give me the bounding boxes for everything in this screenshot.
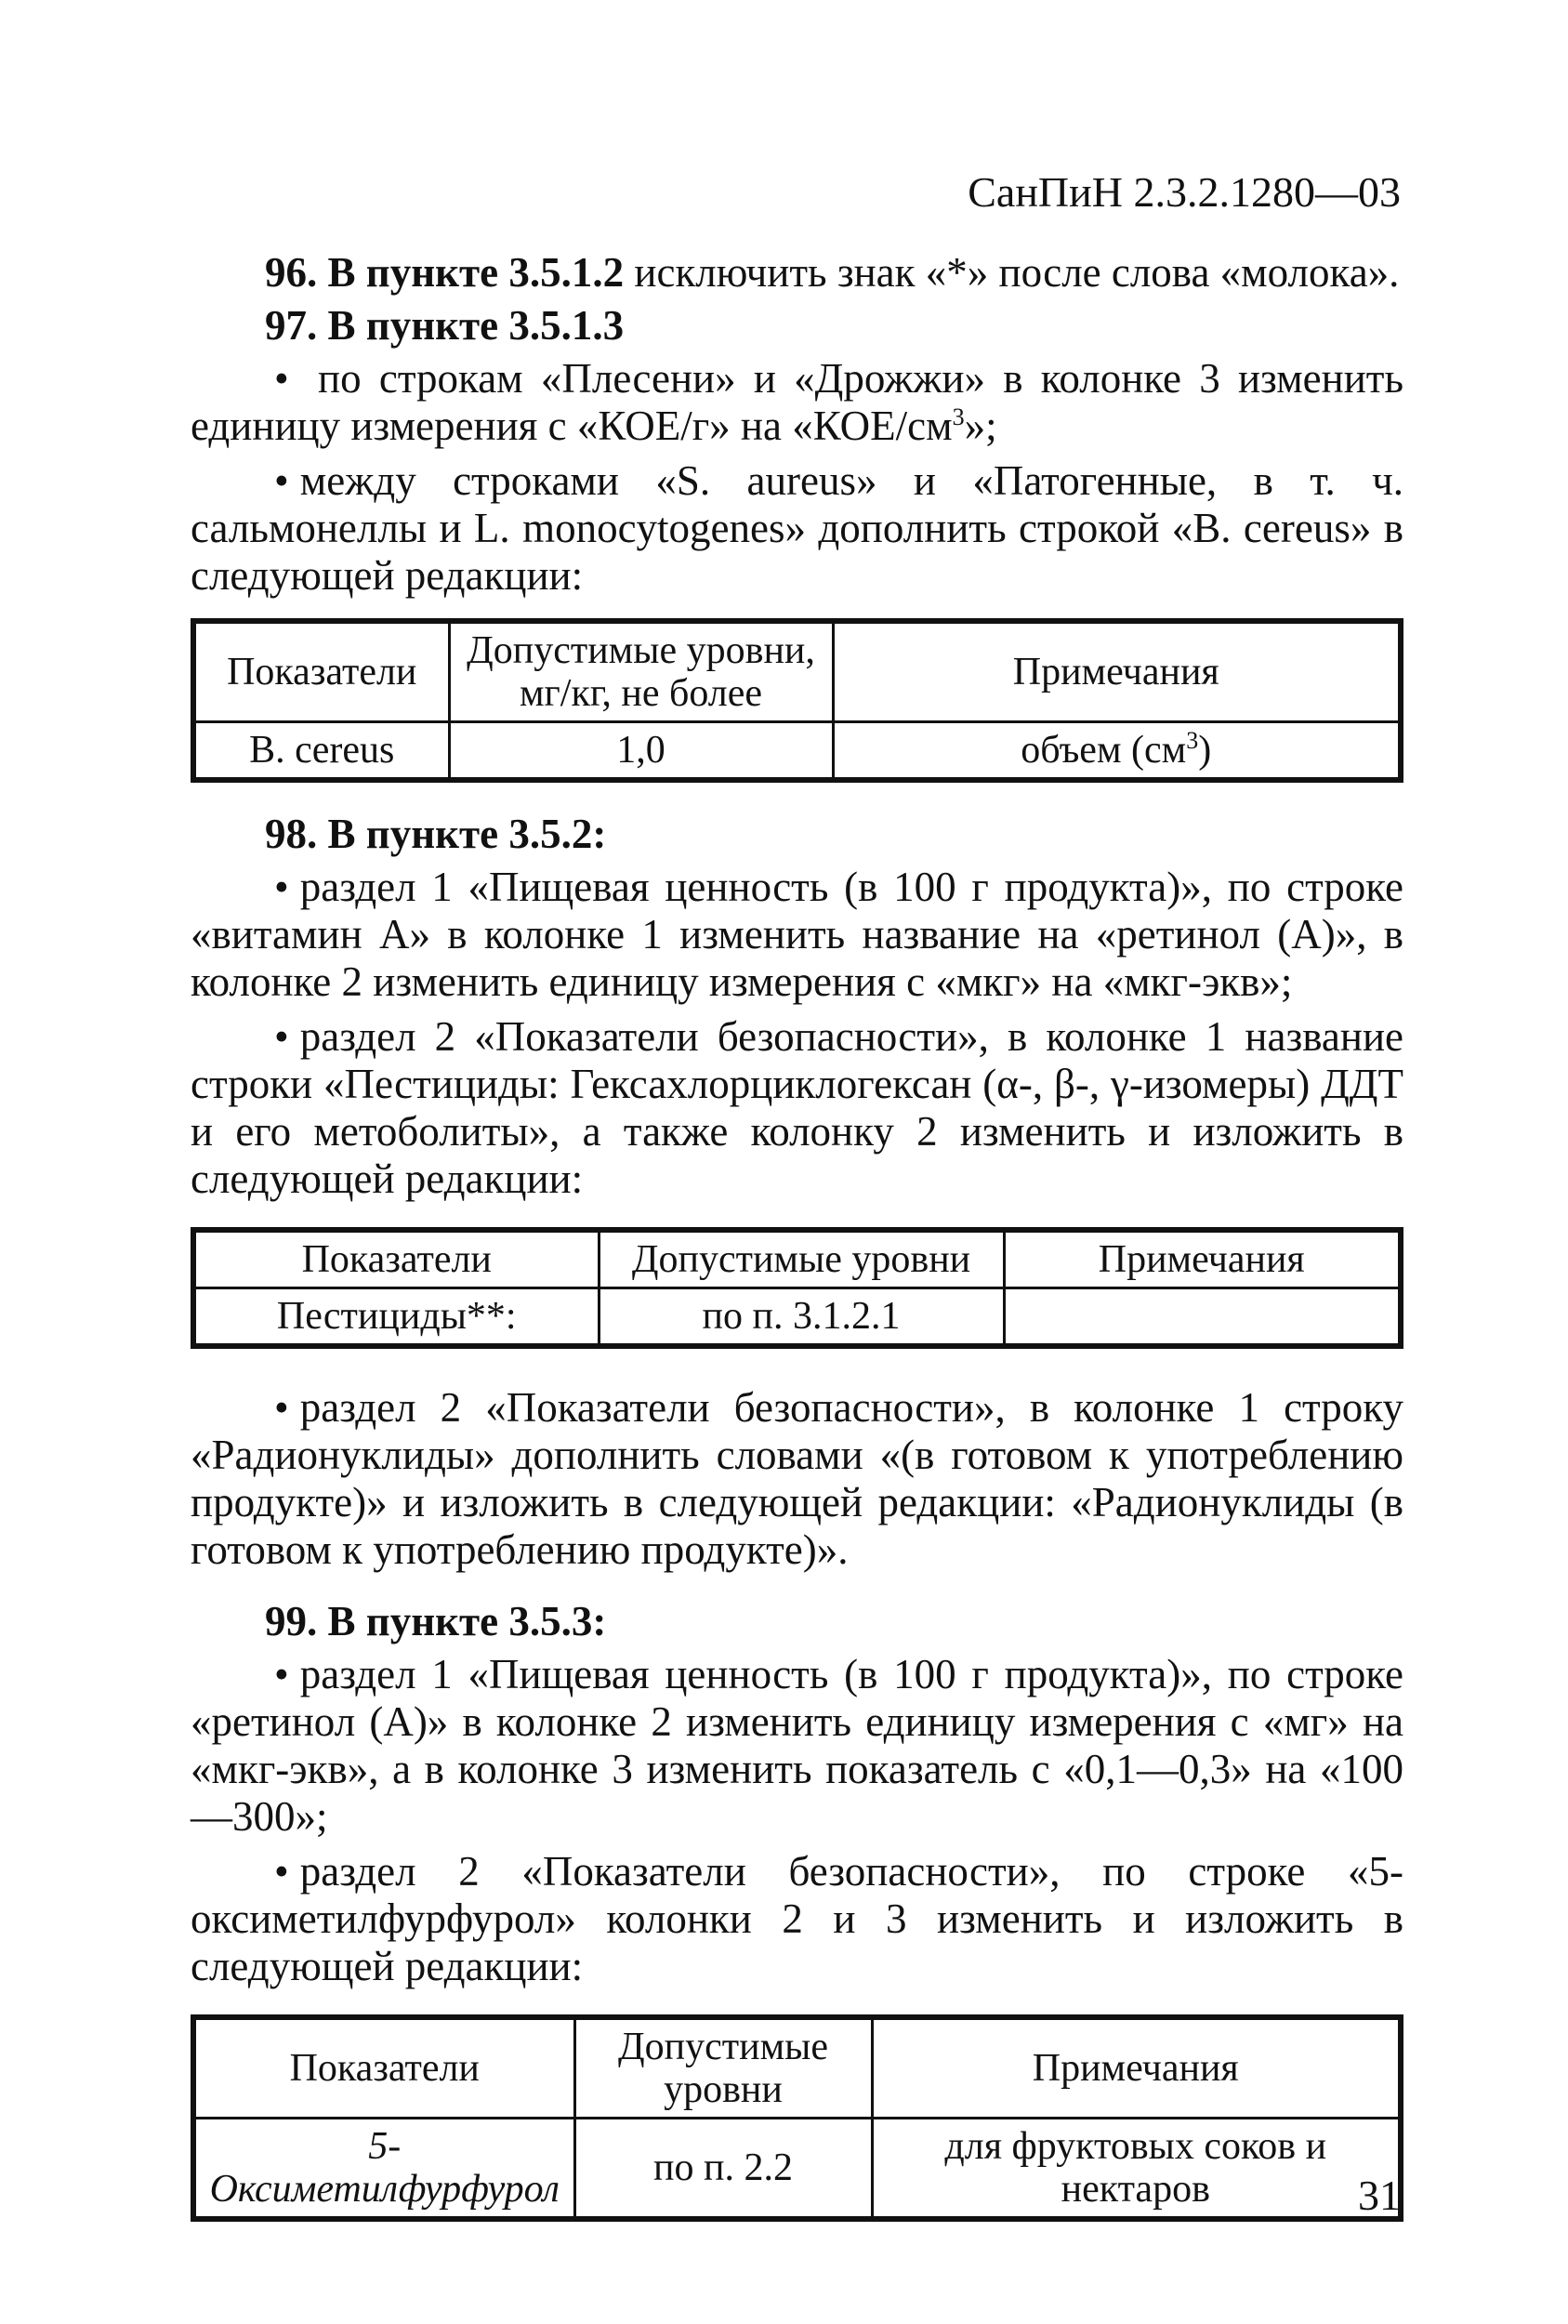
item-96-number: 96. В пункте 3.5.1.2	[265, 249, 625, 296]
table-cell: 1,0	[449, 722, 833, 781]
item-99-heading	[191, 1598, 1403, 1645]
item-97-heading	[191, 302, 1403, 350]
table-header-cell: Примечания	[833, 621, 1401, 722]
table-cell	[1004, 1288, 1401, 1347]
table-row	[193, 2119, 1401, 2220]
table-cell: для фруктовых соков и нектаров	[872, 2119, 1401, 2220]
table-header-row	[193, 621, 1401, 722]
table-cell: В. cereus	[193, 722, 449, 781]
page-number: 31	[1358, 2172, 1401, 2219]
item-98-bullet-2: • раздел 2 «Показатели безопасности», в колонке 1 название строки «Пестициды: Гексахлорциклогексан (α-, β-, γ-изомеры) ДДТ и его метоболиты», а также колонку 2 изменить и изложить в следующей редакции:	[191, 1013, 1403, 1203]
table-cell	[833, 722, 1401, 781]
item-97-number: 97. В пункте 3.5.1.3	[265, 302, 625, 349]
item-96-text: исключить знак «*» после слова «молока».	[624, 249, 1400, 296]
table-header-cell: Примечания	[1004, 1230, 1401, 1288]
table-cell: 5-Оксиметилфурфурол	[193, 2119, 574, 2220]
superscript: 3	[952, 403, 965, 430]
table-header-cell: Показатели	[193, 1230, 599, 1288]
table-header-cell: Показатели	[193, 621, 449, 722]
table-header-cell: Допустимые уровни, мг/кг, не более	[449, 621, 833, 722]
item-98-heading	[191, 811, 1403, 858]
table-b-cereus	[191, 618, 1403, 783]
table-hmf	[191, 2014, 1403, 2222]
table-row	[193, 722, 1401, 781]
table-row	[193, 1288, 1401, 1347]
table-pesticides	[191, 1227, 1403, 1349]
item-99-number: 99. В пункте 3.5.3:	[265, 1598, 607, 1644]
table-header-cell: Показатели	[193, 2017, 574, 2119]
table-cell-text: объем (см	[1021, 729, 1187, 772]
document-body	[191, 249, 1403, 2222]
item-97-bullet-2: • между строками «S. aureus» и «Патогенные, в т. ч. сальмонеллы и L. monocytogenes» дополнить строкой «В. cereus» в следующей редакции:	[191, 457, 1403, 600]
item-97-bullet-1-text: по строкам «Плесени» и «Дрожжи» в колонке 3 изменить единицу измерения с «КОЕ/г» на «КОЕ/см	[191, 355, 1403, 449]
superscript: 3	[1186, 727, 1199, 754]
item-98-number: 98. В пункте 3.5.2:	[265, 811, 607, 857]
table-header-row	[193, 1230, 1401, 1288]
table-header-cell: Допустимые уровни	[574, 2017, 872, 2119]
item-98-bullet-1: • раздел 1 «Пищевая ценность (в 100 г продукта)», по строке «витамин А» в колонке 1 изменить название на «ретинол (А)», в колонке 2 изменить единицу измерения с «мкг» на «мкг-экв»;	[191, 864, 1403, 1006]
item-97-bullet-1-end: »;	[964, 403, 997, 449]
item-98-bullet-3: • раздел 2 «Показатели безопасности», в колонке 1 строку «Радионуклиды» дополнить словами «(в готовом к употреблению продукте)» и изложить в следующей редакции: «Радионуклиды (в готовом к употреблению продукте)».	[191, 1384, 1403, 1574]
item-99-bullet-1: • раздел 1 «Пищевая ценность (в 100 г продукта)», по строке «ретинол (А)» в колонке 2 изменить единицу измерения с «мг» на «мкг-экв», а в колонке 3 изменить показатель с «0,1—0,3» на «100—300»;	[191, 1651, 1403, 1841]
page-header: СанПиН 2.3.2.1280—03	[968, 168, 1401, 216]
table-header-row	[193, 2017, 1401, 2119]
table-cell: по п. 2.2	[574, 2119, 872, 2220]
item-97-bullet-1	[191, 355, 1403, 450]
table-cell-text-end: )	[1198, 729, 1212, 772]
table-header-cell: Допустимые уровни	[599, 1230, 1004, 1288]
table-header-cell: Примечания	[872, 2017, 1401, 2119]
item-99-bullet-2: • раздел 2 «Показатели безопасности», по строке «5-оксиметилфурфурол» колонки 2 и 3 изменить и изложить в следующей редакции:	[191, 1848, 1403, 1990]
table-cell: Пестициды**:	[193, 1288, 599, 1347]
table-cell: по п. 3.1.2.1	[599, 1288, 1004, 1347]
item-96	[191, 249, 1403, 297]
